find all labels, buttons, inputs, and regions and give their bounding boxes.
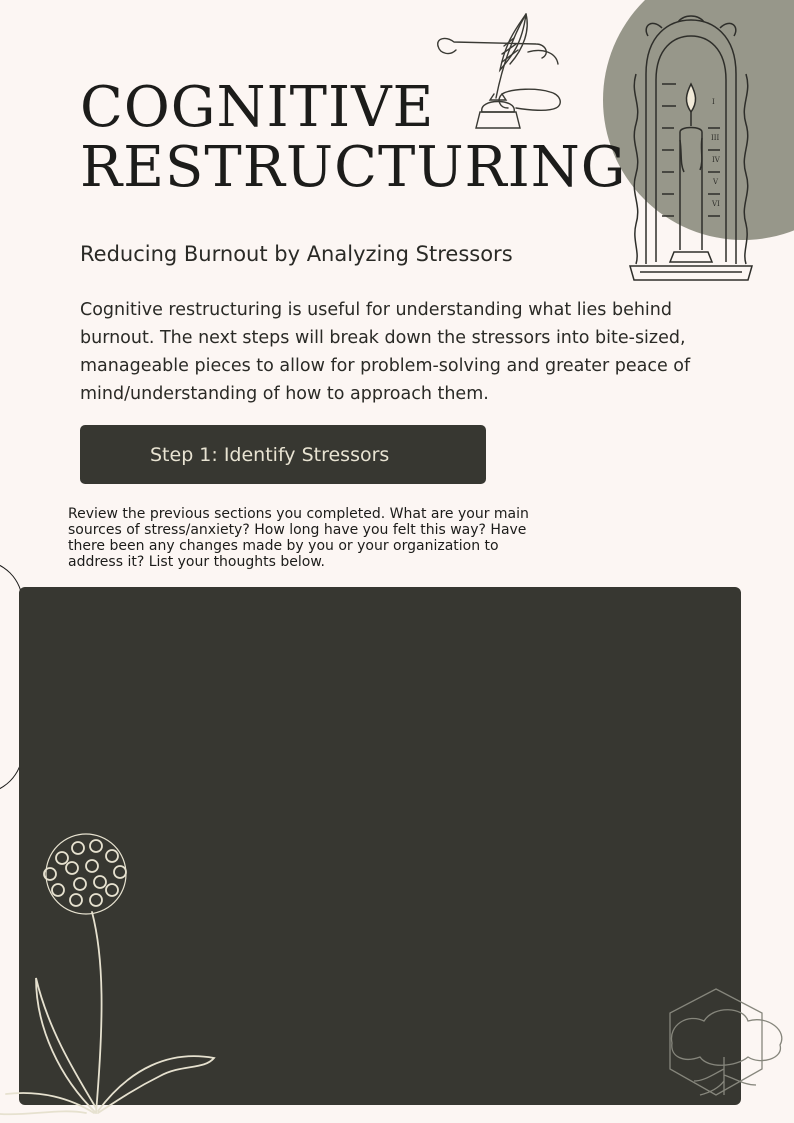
- step-1-banner: [80, 425, 486, 484]
- svg-text:III: III: [711, 134, 720, 142]
- intro-paragraph: Cognitive restructuring is useful for understanding what lies behind burnout. The next steps will break down the stressors into bite-sized, manageable pieces to allow for problem-solving and greater peace of mind/understanding of how to approach them.: [80, 300, 691, 404]
- hexagon-tree-icon: [664, 985, 794, 1105]
- allium-flower-icon: [0, 828, 230, 1123]
- title-line-1: COGNITIVE: [80, 75, 435, 140]
- svg-text:V: V: [713, 178, 719, 186]
- title-line-2: RESTRUCTURING: [80, 135, 627, 200]
- step-1-label: Step 1: Identify Stressors: [150, 443, 390, 466]
- svg-text:IV: IV: [712, 156, 720, 164]
- stressors-prompt: Review the previous sections you completed. What are your main sources of stress/anxiety? How long have you felt this way? Have there been any changes made by you or your organization to address it? List your thoughts below.: [68, 506, 529, 570]
- page-title: [80, 75, 627, 200]
- candle-in-ornate-frame-icon: [626, 14, 756, 286]
- page-subtitle: Reducing Burnout by Analyzing Stressors: [80, 242, 513, 266]
- svg-text:I: I: [712, 98, 715, 106]
- svg-text:VI: VI: [712, 200, 720, 208]
